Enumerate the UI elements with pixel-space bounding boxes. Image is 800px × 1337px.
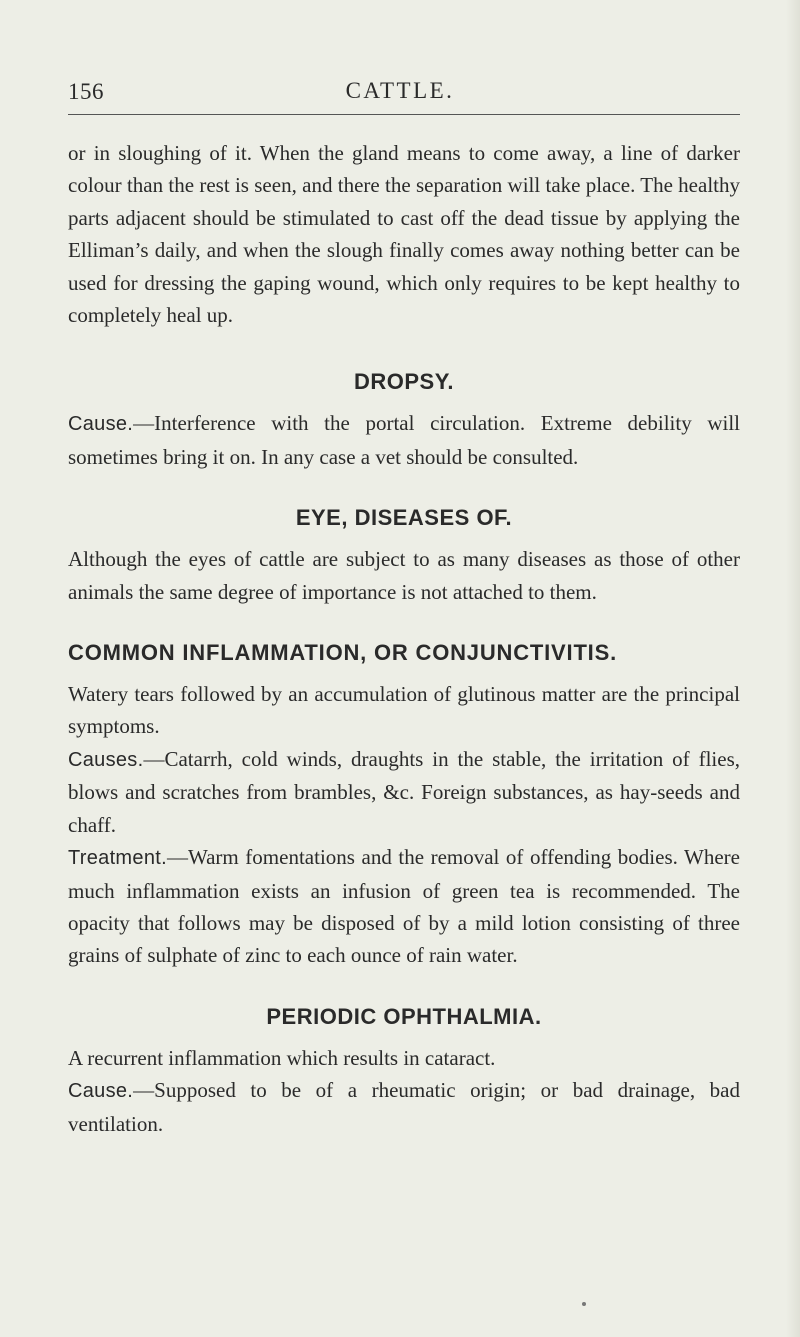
heading-periodic-ophthalmia: PERIODIC OPHTHALMIA.	[266, 1003, 542, 1029]
dropsy-cause-paragraph	[68, 407, 740, 473]
print-speck	[582, 1302, 586, 1306]
intro-paragraph: or in sloughing of it. When the gland means to come away, a line of darker colour than the rest is seen, and there the separation will take place. The healthy parts adjacent should be stimulated to cast off the dead tissue by applying the Elliman’s daily, and when the slough finally comes away nothing better can be used for dressing the gaping wound, which only requires to be kept healthy to completely heal up.	[68, 141, 740, 328]
periodic-ophthalmia-cause-label: Cause.	[68, 1080, 134, 1103]
heading-dropsy: DROPSY.	[353, 369, 455, 395]
conjunctivitis-treatment-text: —Warm fomentations and the removal of offending bodies. Where much inflammation exists an infusion of green tea is recommended. The opacity that follows may be disposed of by a mild lotion consisting of three grains of sulphate of zinc to each ounce of rain water.	[68, 845, 740, 968]
dropsy-cause-label: Cause.	[68, 413, 134, 436]
conjunctivitis-causes-label: Causes.	[68, 748, 144, 771]
heading-eye-diseases: EYE, DISEASES OF.	[295, 505, 513, 531]
page-header	[0, 0, 800, 120]
conjunctivitis-treatment-paragraph	[68, 841, 740, 972]
periodic-ophthalmia-cause-paragraph	[68, 1074, 740, 1140]
eye-diseases-paragraph: Although the eyes of cattle are subject to as many diseases as those of other animals the same degree of importance is not attached to them.	[68, 547, 740, 604]
conjunctivitis-treatment-label: Treatment.	[68, 847, 167, 870]
periodic-ophthalmia-cause-text: —Supposed to be of a rheumatic origin; or bad drainage, bad ventilation.	[68, 1078, 740, 1136]
heading-conjunctivitis: COMMON INFLAMMATION, OR CONJUNCTIVITIS.	[68, 640, 617, 666]
conjunctivitis-causes-text: —Catarrh, cold winds, draughts in the stable, the irritation of flies, blows and scratches from brambles, &c. Foreign substances, as hay-seeds and chaff.	[68, 746, 740, 837]
running-title: CATTLE.	[345, 78, 455, 103]
page-body	[68, 137, 740, 1140]
dropsy-cause-text: —Interference with the portal circulation. Extreme debility will sometimes bring it on. In any case a vet should be consulted.	[68, 411, 740, 469]
periodic-ophthalmia-intro-paragraph: A recurrent inflammation which results in cataract.	[68, 1045, 496, 1070]
page-edge-shadow	[786, 0, 800, 1337]
header-rule	[68, 114, 740, 115]
conjunctivitis-causes-paragraph	[68, 743, 740, 841]
page-number: 156	[68, 79, 104, 104]
conjunctivitis-symptoms-paragraph: Watery tears followed by an accumulation of glutinous matter are the principal symptoms.	[68, 682, 740, 739]
